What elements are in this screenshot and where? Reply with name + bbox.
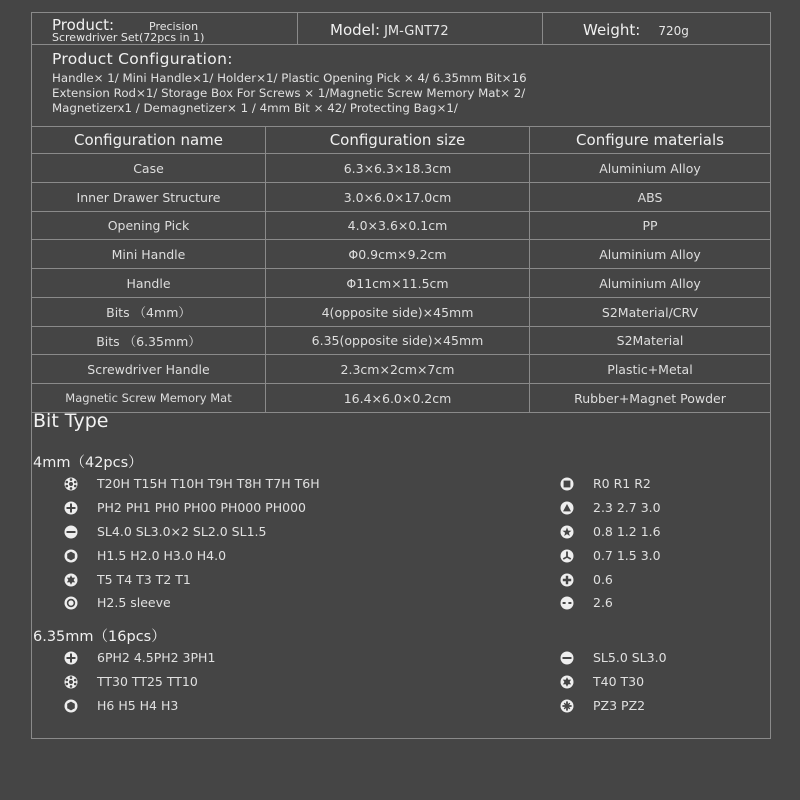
model-value: JM-GNT72 <box>384 24 449 39</box>
product-value-line2: Screwdriver Set(72pcs in 1) <box>52 31 205 44</box>
slotted-icon <box>64 525 78 539</box>
configuration-line-1: Handle× 1/ Mini Handle×1/ Holder×1/ Plastic Opening Pick × 4/ 6.35mm Bit×16 <box>52 71 527 85</box>
cell-material: Aluminium Alloy <box>599 160 701 176</box>
bit-sizes: 0.8 1.2 1.6 <box>593 524 661 539</box>
bit-type-title: Bit Type <box>33 410 109 432</box>
cell-name: Magnetic Screw Memory Mat <box>32 384 266 412</box>
bit-sizes: 2.3 2.7 3.0 <box>593 500 661 515</box>
cell-material: S2Material <box>616 333 684 348</box>
column-header-name: Configuration name <box>32 126 266 153</box>
cell-size: 3.0×6.0×17.0cm <box>266 183 530 211</box>
cell-size: 4(opposite side)×45mm <box>266 298 530 326</box>
bit-row <box>560 650 667 665</box>
configuration-title: Product Configuration: <box>52 50 233 68</box>
table-row <box>32 183 770 212</box>
bit-row <box>64 650 215 665</box>
table-row <box>32 269 770 298</box>
model-cell <box>298 13 543 44</box>
column-header-size: Configuration size <box>266 126 530 153</box>
bit-sizes: SL4.0 SL3.0×2 SL2.0 SL1.5 <box>97 524 267 539</box>
torx-security-icon <box>64 675 78 689</box>
bit-row <box>560 572 613 587</box>
cell-name: Case <box>32 154 266 182</box>
cell-size: Φ0.9cm×9.2cm <box>266 240 530 268</box>
bit-row <box>64 500 306 515</box>
slotted-icon <box>560 651 574 665</box>
cell-name: Inner Drawer Structure <box>32 183 266 211</box>
cell-material: Rubber+Magnet Powder <box>574 390 726 406</box>
cell-size: 4.0×3.6×0.1cm <box>266 212 530 239</box>
bit-sizes: R0 R1 R2 <box>593 476 651 491</box>
cell-name: Handle <box>32 269 266 297</box>
phillips-icon <box>64 501 78 515</box>
cell-size: 2.3cm×2cm×7cm <box>266 355 530 383</box>
torx-icon <box>560 675 574 689</box>
bit-row <box>560 595 613 610</box>
tri-wing-icon <box>560 549 574 563</box>
bit-row <box>64 674 198 689</box>
weight-cell <box>543 13 770 44</box>
phillips-icon <box>64 651 78 665</box>
cell-name: Bits （4mm） <box>32 298 266 326</box>
bit-sizes: H2.5 sleeve <box>97 595 171 610</box>
table-header-row <box>32 126 770 154</box>
weight-value: 720g <box>658 24 689 38</box>
configuration-line-2: Extension Rod×1/ Storage Box For Screws × 1/Magnetic Screw Memory Mat× 2/ <box>52 86 526 100</box>
model-label: Model: <box>330 21 381 39</box>
torx-icon <box>64 573 78 587</box>
bit-sizes: 0.7 1.5 3.0 <box>593 548 661 563</box>
pentalobe-icon <box>560 525 574 539</box>
bit-sizes: SL5.0 SL3.0 <box>593 650 667 665</box>
bit-sizes: H6 H5 H4 H3 <box>97 698 179 713</box>
bit-row <box>64 524 266 539</box>
product-cell <box>32 13 298 44</box>
cell-material: Plastic+Metal <box>607 361 693 377</box>
bit-row <box>560 698 645 713</box>
hex-sleeve-icon <box>64 596 78 610</box>
bit-row <box>64 548 226 563</box>
bit-row <box>560 674 644 689</box>
column-header-materials: Configure materials <box>576 130 724 149</box>
bit-sizes: T5 T4 T3 T2 T1 <box>97 572 191 587</box>
cell-material: PP <box>642 218 658 233</box>
header-row <box>32 13 770 45</box>
cell-size: Φ11cm×11.5cm <box>266 269 530 297</box>
cell-material: S2Material/CRV <box>601 304 699 320</box>
bit-row <box>64 698 178 713</box>
bit-sizes: 6PH2 4.5PH2 3PH1 <box>97 650 216 665</box>
triangle-icon <box>560 501 574 515</box>
cross-icon <box>560 573 574 587</box>
bit-row <box>64 595 171 610</box>
cell-name: Bits （6.35mm） <box>32 327 266 354</box>
pozidriv-icon <box>560 699 574 713</box>
table-row <box>32 154 770 183</box>
hex-icon <box>64 699 78 713</box>
cell-size: 16.4×6.0×0.2cm <box>266 384 530 412</box>
cell-name: Mini Handle <box>32 240 266 268</box>
cell-size: 6.35(opposite side)×45mm <box>266 327 530 354</box>
product-configuration <box>32 44 770 127</box>
product-value-line1: Precision <box>149 20 199 33</box>
table-row <box>32 240 770 269</box>
square-icon <box>560 477 574 491</box>
table-row <box>32 298 770 327</box>
section-title-635mm: 6.35mm（16pcs） <box>33 629 166 645</box>
cell-name: Screwdriver Handle <box>32 355 266 383</box>
bit-row <box>64 572 191 587</box>
cell-material: Aluminium Alloy <box>599 246 701 262</box>
two-point-icon <box>560 596 574 610</box>
bit-sizes: PH2 PH1 PH0 PH00 PH000 PH000 <box>97 500 306 515</box>
cell-name: Opening Pick <box>32 212 266 239</box>
cell-material: Aluminium Alloy <box>599 275 701 291</box>
bit-row <box>560 476 651 491</box>
table-row <box>32 355 770 384</box>
bit-row <box>560 548 661 563</box>
bit-sizes: TT30 TT25 TT10 <box>97 674 198 689</box>
cell-material: ABS <box>637 189 663 205</box>
torx-security-icon <box>64 477 78 491</box>
bit-sizes: T40 T30 <box>593 674 645 689</box>
bit-row <box>560 500 661 515</box>
bit-sizes: 0.6 <box>593 572 613 587</box>
configuration-line-3: Magnetizerx1 / Demagnetizer× 1 / 4mm Bit × 42/ Protecting Bag×1/ <box>52 101 458 115</box>
bit-sizes: 2.6 <box>593 595 613 610</box>
bit-sizes: H1.5 H2.0 H3.0 H4.0 <box>97 548 227 563</box>
table-row <box>32 384 770 413</box>
section-title-4mm: 4mm（42pcs） <box>33 455 143 471</box>
weight-label: Weight: <box>583 21 641 39</box>
product-label: Product: <box>52 16 115 34</box>
table-row <box>32 327 770 355</box>
table-row <box>32 212 770 240</box>
hex-icon <box>64 549 78 563</box>
bit-sizes: PZ3 PZ2 <box>593 698 646 713</box>
bit-row <box>560 524 661 539</box>
cell-size: 6.3×6.3×18.3cm <box>266 154 530 182</box>
bit-row <box>64 476 320 491</box>
bit-sizes: T20H T15H T10H T9H T8H T7H T6H <box>97 476 320 491</box>
